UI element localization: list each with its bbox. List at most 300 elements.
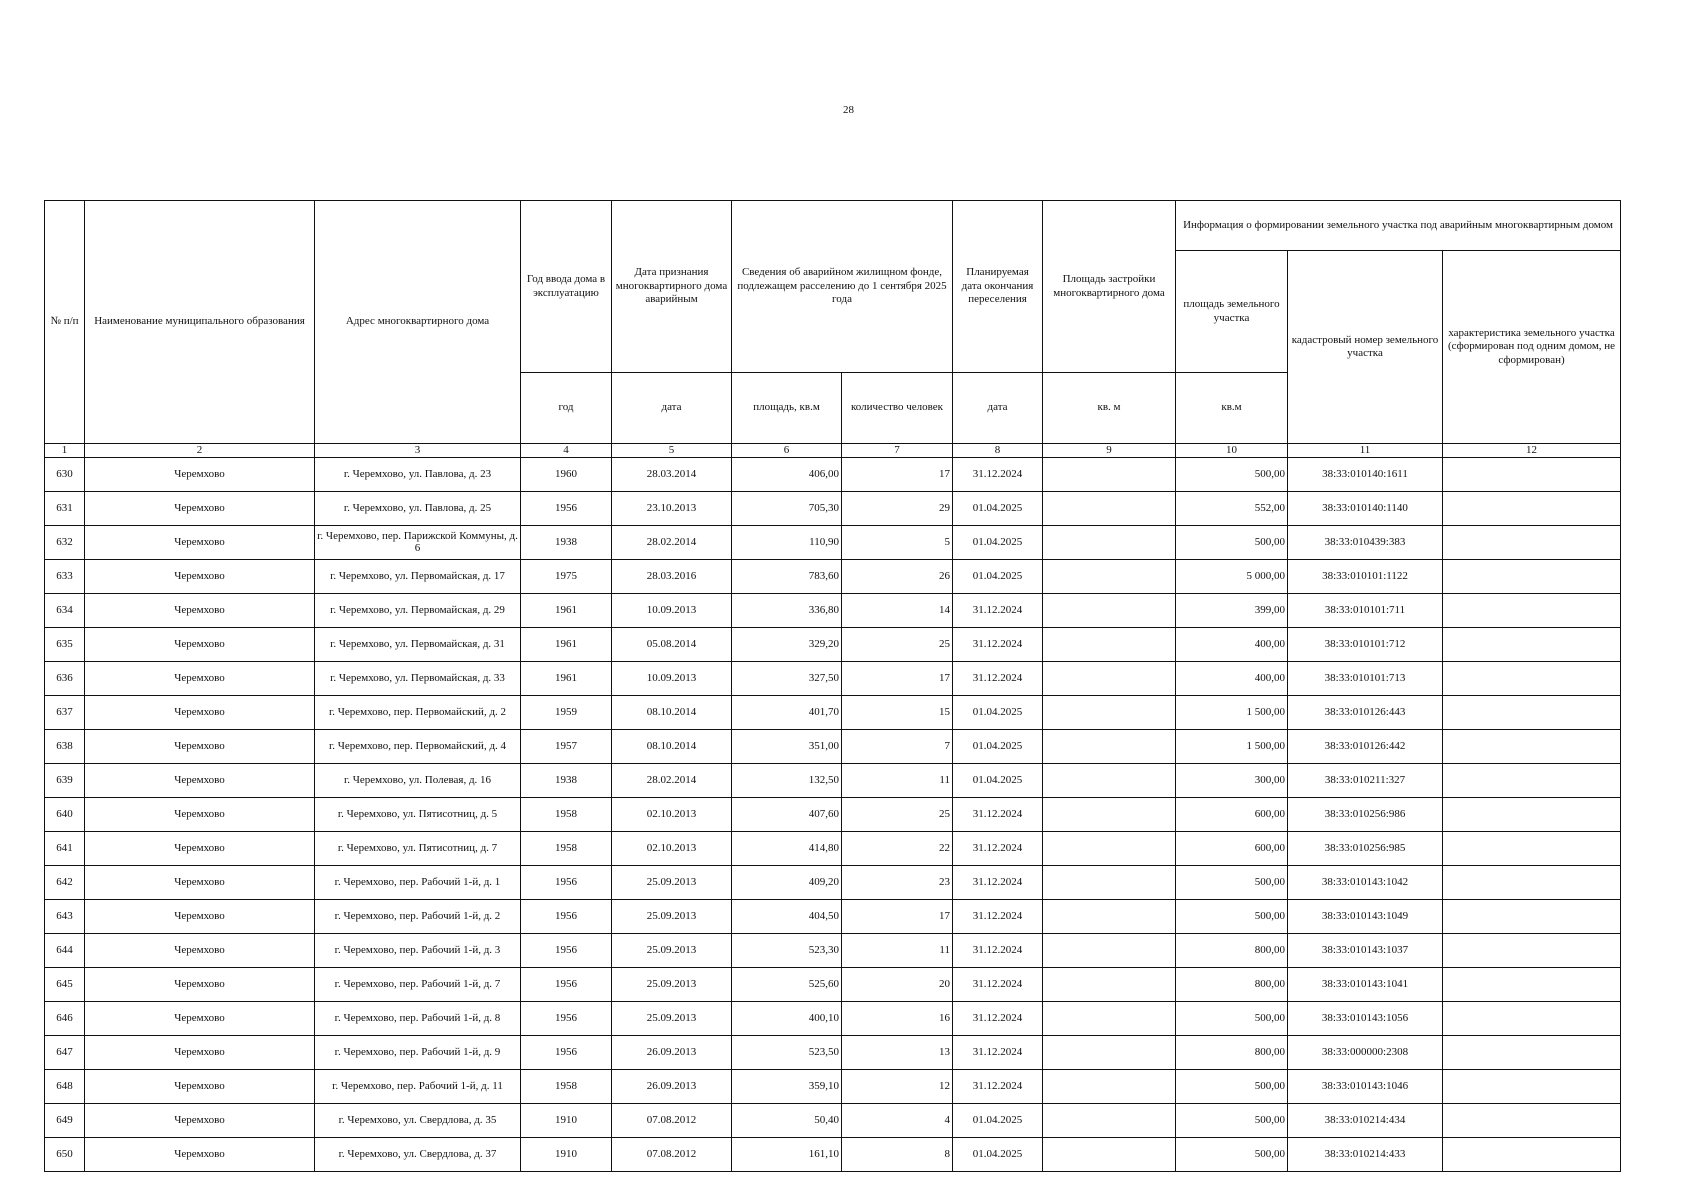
- year-built-cell: 1957: [521, 730, 612, 764]
- header-municipality: Наименование муниципального образования: [85, 201, 315, 444]
- land-area-cell: 800,00: [1176, 934, 1288, 968]
- area-cell: 336,80: [732, 594, 842, 628]
- row-number: 644: [45, 934, 85, 968]
- build-area-cell: [1043, 764, 1176, 798]
- people-cell: 8: [842, 1138, 953, 1172]
- land-char-cell: [1443, 526, 1621, 560]
- cadastral-cell: 38:33:010101:1122: [1288, 560, 1443, 594]
- build-area-cell: [1043, 458, 1176, 492]
- people-cell: 20: [842, 968, 953, 1002]
- year-built-cell: 1961: [521, 594, 612, 628]
- header-unit-land-sqm: кв.м: [1176, 373, 1288, 444]
- address-cell: г. Черемхово, пер. Рабочий 1-й, д. 7: [315, 968, 521, 1002]
- planned-date-cell: 31.12.2024: [953, 900, 1043, 934]
- col-number: 4: [521, 444, 612, 458]
- land-area-cell: 800,00: [1176, 1036, 1288, 1070]
- build-area-cell: [1043, 832, 1176, 866]
- row-number: 637: [45, 696, 85, 730]
- build-area-cell: [1043, 934, 1176, 968]
- resettlement-table: [44, 200, 1621, 1172]
- land-char-cell: [1443, 696, 1621, 730]
- emergency-date-cell: 25.09.2013: [612, 900, 732, 934]
- col-number: 6: [732, 444, 842, 458]
- table-row: [45, 730, 1621, 764]
- land-char-cell: [1443, 866, 1621, 900]
- cadastral-cell: 38:33:010256:986: [1288, 798, 1443, 832]
- year-built-cell: 1959: [521, 696, 612, 730]
- col-number: 8: [953, 444, 1043, 458]
- table-row: [45, 934, 1621, 968]
- address-cell: г. Черемхово, ул. Первомайская, д. 31: [315, 628, 521, 662]
- land-char-cell: [1443, 458, 1621, 492]
- address-cell: г. Черемхово, ул. Первомайская, д. 29: [315, 594, 521, 628]
- land-area-cell: 500,00: [1176, 1002, 1288, 1036]
- area-cell: 161,10: [732, 1138, 842, 1172]
- cadastral-cell: 38:33:010214:433: [1288, 1138, 1443, 1172]
- people-cell: 25: [842, 628, 953, 662]
- cadastral-cell: 38:33:010143:1037: [1288, 934, 1443, 968]
- area-cell: 705,30: [732, 492, 842, 526]
- area-cell: 400,10: [732, 1002, 842, 1036]
- address-cell: г. Черемхово, пер. Первомайский, д. 2: [315, 696, 521, 730]
- row-number: 639: [45, 764, 85, 798]
- land-area-cell: 552,00: [1176, 492, 1288, 526]
- people-cell: 15: [842, 696, 953, 730]
- emergency-date-cell: 26.09.2013: [612, 1070, 732, 1104]
- land-char-cell: [1443, 1138, 1621, 1172]
- table-body: [45, 458, 1621, 1172]
- planned-date-cell: 31.12.2024: [953, 662, 1043, 696]
- year-built-cell: 1956: [521, 968, 612, 1002]
- emergency-date-cell: 28.02.2014: [612, 764, 732, 798]
- row-number: 650: [45, 1138, 85, 1172]
- planned-date-cell: 31.12.2024: [953, 934, 1043, 968]
- address-cell: г. Черемхово, ул. Павлова, д. 25: [315, 492, 521, 526]
- build-area-cell: [1043, 492, 1176, 526]
- row-number: 647: [45, 1036, 85, 1070]
- planned-date-cell: 31.12.2024: [953, 628, 1043, 662]
- col-number: 5: [612, 444, 732, 458]
- land-area-cell: 1 500,00: [1176, 730, 1288, 764]
- cadastral-cell: 38:33:010214:434: [1288, 1104, 1443, 1138]
- planned-date-cell: 31.12.2024: [953, 832, 1043, 866]
- header-year-built: Год ввода дома в эксплуатацию: [521, 201, 612, 373]
- people-cell: 17: [842, 662, 953, 696]
- address-cell: г. Черемхово, пер. Рабочий 1-й, д. 8: [315, 1002, 521, 1036]
- build-area-cell: [1043, 662, 1176, 696]
- people-cell: 11: [842, 934, 953, 968]
- people-cell: 5: [842, 526, 953, 560]
- planned-date-cell: 31.12.2024: [953, 866, 1043, 900]
- header-num: № п/п: [45, 201, 85, 444]
- cadastral-cell: 38:33:010143:1056: [1288, 1002, 1443, 1036]
- year-built-cell: 1975: [521, 560, 612, 594]
- land-area-cell: 500,00: [1176, 458, 1288, 492]
- row-number: 636: [45, 662, 85, 696]
- page-number: 28: [843, 104, 854, 116]
- emergency-date-cell: 25.09.2013: [612, 968, 732, 1002]
- table-row: [45, 900, 1621, 934]
- table-row: [45, 1002, 1621, 1036]
- year-built-cell: 1956: [521, 900, 612, 934]
- table-row: [45, 1070, 1621, 1104]
- table-row: [45, 526, 1621, 560]
- row-number: 642: [45, 866, 85, 900]
- emergency-date-cell: 28.03.2016: [612, 560, 732, 594]
- emergency-date-cell: 02.10.2013: [612, 832, 732, 866]
- year-built-cell: 1960: [521, 458, 612, 492]
- header-build-area: Площадь застройки многоквартирного дома: [1043, 201, 1176, 373]
- emergency-date-cell: 28.03.2014: [612, 458, 732, 492]
- build-area-cell: [1043, 1070, 1176, 1104]
- area-cell: 327,50: [732, 662, 842, 696]
- header-land-info: Информация о формировании земельного участка под аварийным многоквартирным домом: [1176, 201, 1621, 251]
- year-built-cell: 1961: [521, 662, 612, 696]
- year-built-cell: 1910: [521, 1104, 612, 1138]
- year-built-cell: 1958: [521, 1070, 612, 1104]
- table-row: [45, 764, 1621, 798]
- land-area-cell: 500,00: [1176, 866, 1288, 900]
- column-number-row: [45, 444, 1621, 458]
- people-cell: 17: [842, 458, 953, 492]
- land-char-cell: [1443, 900, 1621, 934]
- row-number: 640: [45, 798, 85, 832]
- land-area-cell: 400,00: [1176, 662, 1288, 696]
- address-cell: г. Черемхово, ул. Первомайская, д. 17: [315, 560, 521, 594]
- municipality-cell: Черемхово: [85, 934, 315, 968]
- emergency-date-cell: 25.09.2013: [612, 934, 732, 968]
- land-area-cell: 500,00: [1176, 1070, 1288, 1104]
- header-address: Адрес многоквартирного дома: [315, 201, 521, 444]
- row-number: 633: [45, 560, 85, 594]
- land-char-cell: [1443, 1104, 1621, 1138]
- land-char-cell: [1443, 662, 1621, 696]
- municipality-cell: Черемхово: [85, 628, 315, 662]
- header-unit-build-sqm: кв. м: [1043, 373, 1176, 444]
- people-cell: 4: [842, 1104, 953, 1138]
- row-number: 631: [45, 492, 85, 526]
- cadastral-cell: 38:33:010126:443: [1288, 696, 1443, 730]
- header-unit-area: площадь, кв.м: [732, 373, 842, 444]
- year-built-cell: 1956: [521, 866, 612, 900]
- emergency-date-cell: 10.09.2013: [612, 594, 732, 628]
- people-cell: 17: [842, 900, 953, 934]
- planned-date-cell: 31.12.2024: [953, 594, 1043, 628]
- row-number: 641: [45, 832, 85, 866]
- land-area-cell: 1 500,00: [1176, 696, 1288, 730]
- table-row: [45, 662, 1621, 696]
- table-header: [45, 201, 1621, 458]
- land-area-cell: 800,00: [1176, 968, 1288, 1002]
- header-unit-plan-date: дата: [953, 373, 1043, 444]
- address-cell: г. Черемхово, ул. Свердлова, д. 37: [315, 1138, 521, 1172]
- municipality-cell: Черемхово: [85, 594, 315, 628]
- area-cell: 407,60: [732, 798, 842, 832]
- emergency-date-cell: 08.10.2014: [612, 696, 732, 730]
- planned-date-cell: 31.12.2024: [953, 968, 1043, 1002]
- header-unit-year: год: [521, 373, 612, 444]
- cadastral-cell: 38:33:010101:712: [1288, 628, 1443, 662]
- land-area-cell: 500,00: [1176, 526, 1288, 560]
- land-char-cell: [1443, 1002, 1621, 1036]
- land-area-cell: 600,00: [1176, 798, 1288, 832]
- land-area-cell: 400,00: [1176, 628, 1288, 662]
- table-row: [45, 594, 1621, 628]
- row-number: 649: [45, 1104, 85, 1138]
- year-built-cell: 1956: [521, 934, 612, 968]
- table-row: [45, 1036, 1621, 1070]
- land-area-cell: 600,00: [1176, 832, 1288, 866]
- col-number: 9: [1043, 444, 1176, 458]
- emergency-date-cell: 07.08.2012: [612, 1104, 732, 1138]
- cadastral-cell: 38:33:010256:985: [1288, 832, 1443, 866]
- area-cell: 404,50: [732, 900, 842, 934]
- area-cell: 525,60: [732, 968, 842, 1002]
- land-char-cell: [1443, 560, 1621, 594]
- row-number: 643: [45, 900, 85, 934]
- cadastral-cell: 38:33:000000:2308: [1288, 1036, 1443, 1070]
- year-built-cell: 1956: [521, 1036, 612, 1070]
- municipality-cell: Черемхово: [85, 1036, 315, 1070]
- planned-date-cell: 01.04.2025: [953, 560, 1043, 594]
- table-row: [45, 1138, 1621, 1172]
- emergency-date-cell: 10.09.2013: [612, 662, 732, 696]
- header-planned-date: Планируемая дата окончания переселения: [953, 201, 1043, 373]
- header-cadastral: кадастровый номер земельного участка: [1288, 251, 1443, 444]
- municipality-cell: Черемхово: [85, 832, 315, 866]
- table-row: [45, 492, 1621, 526]
- emergency-date-cell: 25.09.2013: [612, 866, 732, 900]
- emergency-date-cell: 28.02.2014: [612, 526, 732, 560]
- build-area-cell: [1043, 1002, 1176, 1036]
- address-cell: г. Черемхово, ул. Свердлова, д. 35: [315, 1104, 521, 1138]
- planned-date-cell: 01.04.2025: [953, 526, 1043, 560]
- col-number: 11: [1288, 444, 1443, 458]
- emergency-date-cell: 08.10.2014: [612, 730, 732, 764]
- planned-date-cell: 01.04.2025: [953, 1104, 1043, 1138]
- municipality-cell: Черемхово: [85, 968, 315, 1002]
- build-area-cell: [1043, 730, 1176, 764]
- municipality-cell: Черемхово: [85, 1002, 315, 1036]
- build-area-cell: [1043, 560, 1176, 594]
- col-number: 1: [45, 444, 85, 458]
- municipality-cell: Черемхово: [85, 662, 315, 696]
- address-cell: г. Черемхово, ул. Полевая, д. 16: [315, 764, 521, 798]
- land-area-cell: 500,00: [1176, 900, 1288, 934]
- planned-date-cell: 01.04.2025: [953, 764, 1043, 798]
- col-number: 12: [1443, 444, 1621, 458]
- land-char-cell: [1443, 764, 1621, 798]
- land-char-cell: [1443, 1036, 1621, 1070]
- row-number: 648: [45, 1070, 85, 1104]
- planned-date-cell: 31.12.2024: [953, 798, 1043, 832]
- build-area-cell: [1043, 900, 1176, 934]
- address-cell: г. Черемхово, пер. Рабочий 1-й, д. 9: [315, 1036, 521, 1070]
- municipality-cell: Черемхово: [85, 900, 315, 934]
- land-char-cell: [1443, 934, 1621, 968]
- row-number: 634: [45, 594, 85, 628]
- municipality-cell: Черемхово: [85, 560, 315, 594]
- area-cell: 110,90: [732, 526, 842, 560]
- cadastral-cell: 38:33:010101:711: [1288, 594, 1443, 628]
- area-cell: 359,10: [732, 1070, 842, 1104]
- build-area-cell: [1043, 1036, 1176, 1070]
- planned-date-cell: 01.04.2025: [953, 1138, 1043, 1172]
- municipality-cell: Черемхово: [85, 1138, 315, 1172]
- municipality-cell: Черемхово: [85, 1070, 315, 1104]
- people-cell: 13: [842, 1036, 953, 1070]
- land-char-cell: [1443, 968, 1621, 1002]
- col-number: 7: [842, 444, 953, 458]
- table-row: [45, 560, 1621, 594]
- address-cell: г. Черемхово, пер. Рабочий 1-й, д. 1: [315, 866, 521, 900]
- planned-date-cell: 01.04.2025: [953, 730, 1043, 764]
- table-row: [45, 798, 1621, 832]
- municipality-cell: Черемхово: [85, 730, 315, 764]
- municipality-cell: Черемхово: [85, 696, 315, 730]
- municipality-cell: Черемхово: [85, 764, 315, 798]
- area-cell: 523,30: [732, 934, 842, 968]
- people-cell: 7: [842, 730, 953, 764]
- year-built-cell: 1958: [521, 832, 612, 866]
- planned-date-cell: 01.04.2025: [953, 492, 1043, 526]
- address-cell: г. Черемхово, ул. Пятисотниц, д. 5: [315, 798, 521, 832]
- land-char-cell: [1443, 832, 1621, 866]
- area-cell: 414,80: [732, 832, 842, 866]
- people-cell: 12: [842, 1070, 953, 1104]
- year-built-cell: 1961: [521, 628, 612, 662]
- row-number: 632: [45, 526, 85, 560]
- build-area-cell: [1043, 1138, 1176, 1172]
- emergency-date-cell: 26.09.2013: [612, 1036, 732, 1070]
- people-cell: 11: [842, 764, 953, 798]
- people-cell: 29: [842, 492, 953, 526]
- area-cell: 351,00: [732, 730, 842, 764]
- build-area-cell: [1043, 866, 1176, 900]
- municipality-cell: Черемхово: [85, 492, 315, 526]
- land-area-cell: 399,00: [1176, 594, 1288, 628]
- land-char-cell: [1443, 1070, 1621, 1104]
- cadastral-cell: 38:33:010140:1140: [1288, 492, 1443, 526]
- emergency-date-cell: 25.09.2013: [612, 1002, 732, 1036]
- col-number: 3: [315, 444, 521, 458]
- col-number: 2: [85, 444, 315, 458]
- cadastral-cell: 38:33:010126:442: [1288, 730, 1443, 764]
- people-cell: 22: [842, 832, 953, 866]
- header-land-area: площадь земельного участка: [1176, 251, 1288, 373]
- row-number: 638: [45, 730, 85, 764]
- land-area-cell: 5 000,00: [1176, 560, 1288, 594]
- land-char-cell: [1443, 594, 1621, 628]
- table-row: [45, 968, 1621, 1002]
- people-cell: 25: [842, 798, 953, 832]
- municipality-cell: Черемхово: [85, 798, 315, 832]
- header-unit-date: дата: [612, 373, 732, 444]
- header-date-emergency: Дата признания многоквартирного дома аварийным: [612, 201, 732, 373]
- build-area-cell: [1043, 628, 1176, 662]
- emergency-date-cell: 07.08.2012: [612, 1138, 732, 1172]
- build-area-cell: [1043, 594, 1176, 628]
- area-cell: 50,40: [732, 1104, 842, 1138]
- row-number: 635: [45, 628, 85, 662]
- year-built-cell: 1910: [521, 1138, 612, 1172]
- col-number: 10: [1176, 444, 1288, 458]
- people-cell: 16: [842, 1002, 953, 1036]
- header-land-char: характеристика земельного участка (сформирован под одним домом, не сформирован): [1443, 251, 1621, 444]
- area-cell: 783,60: [732, 560, 842, 594]
- land-char-cell: [1443, 798, 1621, 832]
- land-area-cell: 500,00: [1176, 1104, 1288, 1138]
- planned-date-cell: 31.12.2024: [953, 1036, 1043, 1070]
- build-area-cell: [1043, 526, 1176, 560]
- table-row: [45, 832, 1621, 866]
- cadastral-cell: 38:33:010101:713: [1288, 662, 1443, 696]
- municipality-cell: Черемхово: [85, 1104, 315, 1138]
- table-row: [45, 696, 1621, 730]
- area-cell: 523,50: [732, 1036, 842, 1070]
- table-row: [45, 1104, 1621, 1138]
- area-cell: 409,20: [732, 866, 842, 900]
- planned-date-cell: 31.12.2024: [953, 458, 1043, 492]
- area-cell: 132,50: [732, 764, 842, 798]
- cadastral-cell: 38:33:010143:1042: [1288, 866, 1443, 900]
- row-number: 630: [45, 458, 85, 492]
- year-built-cell: 1956: [521, 1002, 612, 1036]
- emergency-date-cell: 02.10.2013: [612, 798, 732, 832]
- address-cell: г. Черемхово, пер. Рабочий 1-й, д. 2: [315, 900, 521, 934]
- municipality-cell: Черемхово: [85, 458, 315, 492]
- land-char-cell: [1443, 730, 1621, 764]
- municipality-cell: Черемхово: [85, 526, 315, 560]
- year-built-cell: 1958: [521, 798, 612, 832]
- row-number: 646: [45, 1002, 85, 1036]
- address-cell: г. Черемхово, ул. Павлова, д. 23: [315, 458, 521, 492]
- land-area-cell: 300,00: [1176, 764, 1288, 798]
- land-char-cell: [1443, 628, 1621, 662]
- build-area-cell: [1043, 1104, 1176, 1138]
- area-cell: 329,20: [732, 628, 842, 662]
- year-built-cell: 1956: [521, 492, 612, 526]
- municipality-cell: Черемхово: [85, 866, 315, 900]
- cadastral-cell: 38:33:010140:1611: [1288, 458, 1443, 492]
- row-number: 645: [45, 968, 85, 1002]
- build-area-cell: [1043, 696, 1176, 730]
- people-cell: 14: [842, 594, 953, 628]
- header-emergency-info: Сведения об аварийном жилищном фонде, подлежащем расселению до 1 сентября 2025 года: [732, 201, 953, 373]
- cadastral-cell: 38:33:010143:1046: [1288, 1070, 1443, 1104]
- address-cell: г. Черемхово, ул. Пятисотниц, д. 7: [315, 832, 521, 866]
- cadastral-cell: 38:33:010143:1049: [1288, 900, 1443, 934]
- people-cell: 23: [842, 866, 953, 900]
- land-char-cell: [1443, 492, 1621, 526]
- table-row: [45, 458, 1621, 492]
- area-cell: 406,00: [732, 458, 842, 492]
- cadastral-cell: 38:33:010439:383: [1288, 526, 1443, 560]
- table-row: [45, 628, 1621, 662]
- emergency-date-cell: 23.10.2013: [612, 492, 732, 526]
- build-area-cell: [1043, 968, 1176, 1002]
- planned-date-cell: 01.04.2025: [953, 696, 1043, 730]
- table-row: [45, 866, 1621, 900]
- address-cell: г. Черемхово, ул. Первомайская, д. 33: [315, 662, 521, 696]
- cadastral-cell: 38:33:010211:327: [1288, 764, 1443, 798]
- people-cell: 26: [842, 560, 953, 594]
- emergency-date-cell: 05.08.2014: [612, 628, 732, 662]
- address-cell: г. Черемхово, пер. Рабочий 1-й, д. 3: [315, 934, 521, 968]
- cadastral-cell: 38:33:010143:1041: [1288, 968, 1443, 1002]
- year-built-cell: 1938: [521, 526, 612, 560]
- area-cell: 401,70: [732, 696, 842, 730]
